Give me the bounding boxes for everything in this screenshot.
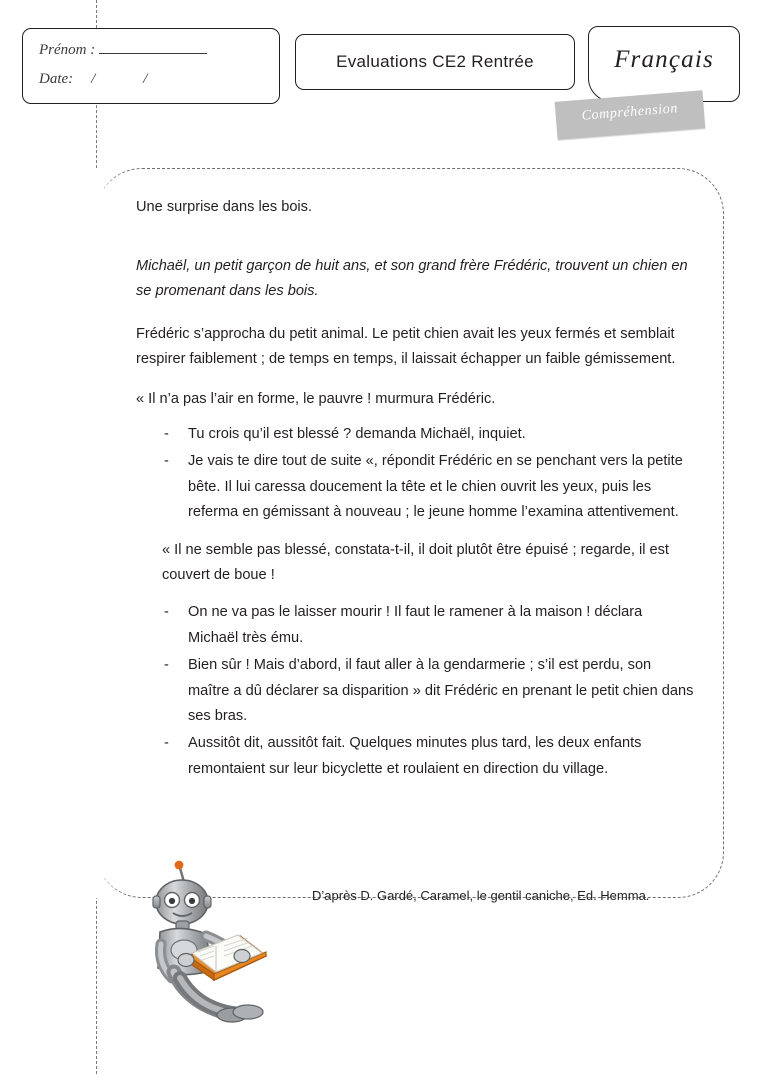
subject-card <box>588 26 740 102</box>
list-item: - On ne va pas le laisser mourir ! Il faut le ramener à la maison ! déclara Michaël très ému. <box>162 600 696 651</box>
date-field-label <box>39 71 169 88</box>
name-field-label <box>39 42 207 59</box>
student-info-box <box>22 28 280 104</box>
list-item: - Je vais te dire tout de suite «, répondit Frédéric en se penchant vers la petite bête. Il lui caressa doucement la tête et le chien ouvrit les yeux, puis les referma en gémissant à nouveau ; le jeune homme l’examina attentivement. <box>162 449 696 525</box>
dialogue-list-1 <box>136 422 696 526</box>
list-item: - Bien sûr ! Mais d’abord, il faut aller à la gendarmerie ; s’il est perdu, son maître a dû déclarer sa disparition » dit Frédéric en prenant le petit chien dans ses bras. <box>162 653 696 729</box>
name-label-text: Prénom : <box>39 42 96 58</box>
worksheet-title-box <box>295 34 575 90</box>
passage-title: Une surprise dans les bois. <box>136 199 313 215</box>
passage-quote-2: « Il ne semble pas blessé, constata-t-il, il doit plutôt être épuisé ; regarde, il est couvert de boue ! <box>162 541 669 583</box>
competency-tag-label: Compréhension <box>581 101 679 124</box>
subject-label: Français <box>614 46 714 73</box>
date-label-text: Date: <box>39 71 74 87</box>
passage-source: D’après D. Gardé, Caramel, le gentil caniche, Ed. Hemma. <box>312 888 650 903</box>
date-input-slots[interactable]: / / <box>91 71 170 87</box>
list-item: - Aussitôt dit, aussitôt fait. Quelques minutes plus tard, les deux enfants remontaient sur leur bicyclette et roulaient en direction du village. <box>162 731 696 782</box>
reading-passage <box>136 196 696 794</box>
name-input-line[interactable] <box>99 42 207 54</box>
passage-paragraph-1: Frédéric s’approcha du petit animal. Le petit chien avait les yeux fermés et semblait respirer faiblement ; de temps en temps, il laissait échapper un faible gémissement. <box>136 325 676 368</box>
passage-intro: Michaël, un petit garçon de huit ans, et son grand frère Frédéric, trouvent un chien en se promenant dans les bois. <box>136 257 688 299</box>
page-title: Evaluations CE2 Rentrée <box>336 52 534 71</box>
passage-quote-1: « Il n’a pas l’air en forme, le pauvre ! murmura Frédéric. <box>136 390 496 407</box>
robot-reading-icon <box>128 852 318 1042</box>
frame-left-mask <box>90 168 104 898</box>
dialogue-list-2 <box>136 600 696 782</box>
competency-tag <box>555 90 706 139</box>
list-item: - Tu crois qu’il est blessé ? demanda Michaël, inquiet. <box>162 422 696 447</box>
